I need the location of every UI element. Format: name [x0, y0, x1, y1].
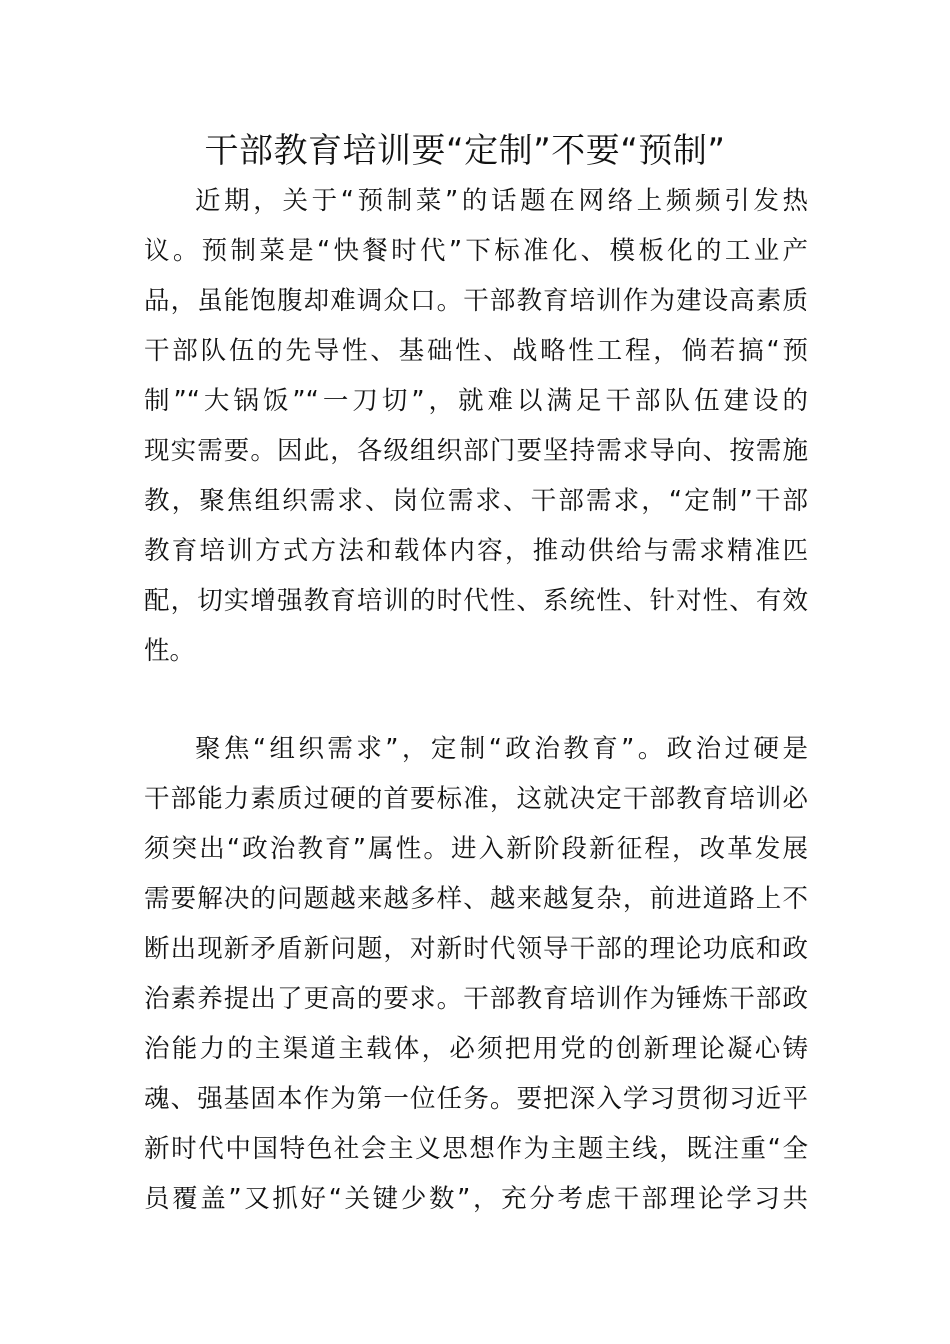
- paragraph-line: 近期，关于“预制菜”的话题在网络上频频引发热: [195, 186, 808, 216]
- paragraph-line: 须突出“政治教育”属性。进入新阶段新征程，改革发展: [144, 834, 808, 864]
- paragraph-line: 治素养提出了更高的要求。干部教育培训作为锤炼干部政: [144, 984, 808, 1014]
- paragraph-line: 配，切实增强教育培训的时代性、系统性、针对性、有效: [144, 586, 808, 616]
- paragraph-line: 新时代中国特色社会主义思想作为主题主线，既注重“全: [144, 1134, 808, 1164]
- paragraph-line: 员覆盖”又抓好“关键少数”，充分考虑干部理论学习共: [144, 1184, 808, 1214]
- paragraph-line: 制”“大锅饭”“一刀切”，就难以满足干部队伍建设的: [144, 386, 808, 416]
- paragraph-line: 议。预制菜是“快餐时代”下标准化、模板化的工业产: [144, 236, 808, 266]
- paragraph-line: 教，聚焦组织需求、岗位需求、干部需求，“定制”干部: [144, 486, 808, 516]
- paragraph-line: 干部队伍的先导性、基础性、战略性工程，倘若搞“预: [144, 336, 808, 366]
- document-title: 干部教育培训要“定制”不要“预制”: [204, 131, 726, 171]
- paragraph-line: 需要解决的问题越来越多样、越来越复杂，前进道路上不: [144, 884, 808, 914]
- paragraph-line: 断出现新矛盾新问题，对新时代领导干部的理论功底和政: [144, 934, 808, 964]
- paragraph-political-education: [144, 724, 808, 1224]
- paragraph-line: 性。: [144, 636, 196, 666]
- paragraph-line: 魂、强基固本作为第一位任务。要把深入学习贯彻习近平: [144, 1084, 808, 1114]
- paragraph-line: 干部能力素质过硬的首要标准，这就决定干部教育培训必: [144, 784, 808, 814]
- paragraph-intro: [144, 176, 808, 676]
- paragraph-line: 聚焦“组织需求”，定制“政治教育”。政治过硬是: [195, 734, 808, 764]
- paragraph-line: 教育培训方式方法和载体内容，推动供给与需求精准匹: [144, 536, 808, 566]
- paragraph-line: 现实需要。因此，各级组织部门要坚持需求导向、按需施: [144, 436, 808, 466]
- paragraph-line: 治能力的主渠道主载体，必须把用党的创新理论凝心铸: [144, 1034, 808, 1064]
- paragraph-line: 品，虽能饱腹却难调众口。干部教育培训作为建设高素质: [144, 286, 808, 316]
